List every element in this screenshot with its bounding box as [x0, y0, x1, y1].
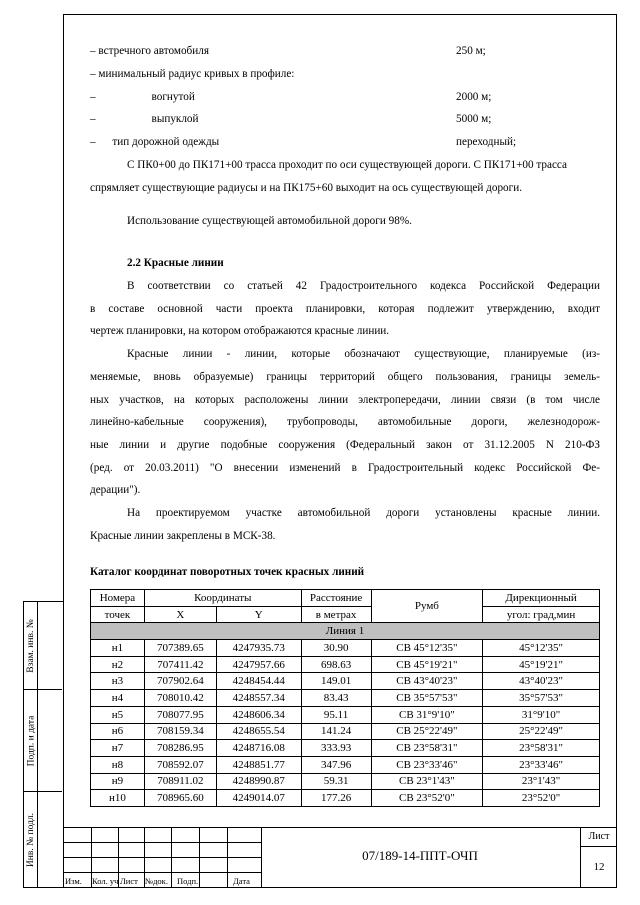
rumb: СВ 23°52'0" [371, 790, 483, 807]
direction-angle: 45°19'21" [483, 656, 600, 673]
param-item [90, 40, 600, 63]
table-row [91, 756, 600, 773]
paragraph-usage: Использование существующей автомобильной дороги 98%. [127, 215, 412, 227]
header-points-1: Номера [91, 590, 145, 607]
param-value: 2000 м; [456, 91, 492, 103]
coord-y: 4248606.34 [216, 706, 301, 723]
param-value: переходный; [456, 136, 517, 148]
header-points-2: точек [91, 606, 145, 623]
distance: 83.43 [301, 690, 371, 707]
rumb: СВ 23°58'31" [371, 740, 483, 757]
distance: 141.24 [301, 723, 371, 740]
paragraph-red-lines-3: На проектируемом участке автомобильной дороги установлены красные линии. [127, 507, 600, 519]
point-id: н5 [91, 706, 145, 723]
distance: 333.93 [301, 740, 371, 757]
table-row [91, 773, 600, 790]
point-id: н2 [91, 656, 145, 673]
paragraph-red-lines-2: ных участков, на которых расположены линии электропередачи, линии связи (в том числе [90, 394, 600, 406]
direction-angle: 43°40'23" [483, 673, 600, 690]
paragraph-route-l1: С ПК0+00 до ПК171+00 трасса проходит по оси существующей дороги. С ПК171+00 трасса [127, 159, 567, 171]
distance: 698.63 [301, 656, 371, 673]
stamp-podp: Подп. [177, 876, 199, 886]
paragraph-red-lines-2: Красные линии - линии, которые обозначают существующие, планируемые (из- [127, 348, 600, 360]
distance: 149.01 [301, 673, 371, 690]
param-label: – встречного автомобиля [90, 45, 209, 57]
header-distance-2: в метрах [301, 606, 371, 623]
table-header-row [91, 590, 600, 607]
rumb: СВ 31°9'10" [371, 706, 483, 723]
param-item [90, 86, 600, 109]
header-x: X [144, 606, 216, 623]
coord-y: 4248851.77 [216, 756, 301, 773]
table-row [91, 740, 600, 757]
coord-x: 707411.42 [144, 656, 216, 673]
point-id: н3 [91, 673, 145, 690]
table-row [91, 790, 600, 807]
table-row [91, 723, 600, 740]
header-angle-2: угол: град,мин [483, 606, 600, 623]
point-id: н7 [91, 740, 145, 757]
paragraph-red-lines-1: чертеж планировки, на котором отображаются красные линии. [90, 325, 390, 337]
paragraph-red-lines-2: дерации"). [90, 484, 141, 496]
paragraph-red-lines-1: в составе основной части проекта планировки, которая подлежит утверждению, входит [90, 303, 600, 315]
sheet-number: 12 [593, 861, 605, 873]
param-item [90, 63, 600, 86]
coord-x: 708010.42 [144, 690, 216, 707]
direction-angle: 23°58'31" [483, 740, 600, 757]
table-row [91, 673, 600, 690]
side-label-vzam: Взам. инв. № [26, 619, 37, 673]
rumb: СВ 45°12'35" [371, 640, 483, 657]
distance: 30.90 [301, 640, 371, 657]
coord-x: 708592.07 [144, 756, 216, 773]
paragraph-red-lines-2: линейно-кабельные сооружения), трубопроводы, автомобильные дороги, железнодорож- [90, 416, 600, 428]
point-id: н8 [91, 756, 145, 773]
paragraph-red-lines-3: Красные линии закреплены в МСК-38. [90, 530, 276, 542]
rumb: СВ 23°33'46" [371, 756, 483, 773]
coord-x: 708286.95 [144, 740, 216, 757]
direction-angle: 31°9'10" [483, 706, 600, 723]
rumb: СВ 25°22'49" [371, 723, 483, 740]
param-label: – тип дорожной одежды [90, 136, 220, 148]
rumb: СВ 35°57'53" [371, 690, 483, 707]
stamp-data: Дата [233, 876, 250, 886]
table-header-row [91, 606, 600, 623]
table-section-row [91, 623, 600, 640]
direction-angle: 35°57'53" [483, 690, 600, 707]
coord-x: 707389.65 [144, 640, 216, 657]
point-id: н4 [91, 690, 145, 707]
table-row [91, 690, 600, 707]
table-row [91, 706, 600, 723]
coord-y: 4247935.73 [216, 640, 301, 657]
document-code: 07/189-14-ППТ-ОЧП [362, 848, 478, 863]
point-id: н6 [91, 723, 145, 740]
section-label: Линия 1 [91, 623, 600, 640]
coord-y: 4248716.08 [216, 740, 301, 757]
table-title: Каталог координат поворотных точек красных линий [90, 566, 365, 578]
coord-x: 708911.02 [144, 773, 216, 790]
stamp-ndok: №док. [145, 876, 168, 886]
param-value: 250 м; [456, 45, 486, 57]
direction-angle: 23°52'0" [483, 790, 600, 807]
header-distance-1: Расстояние [301, 590, 371, 607]
param-item [90, 131, 600, 154]
coord-y: 4249014.07 [216, 790, 301, 807]
coord-x: 708965.60 [144, 790, 216, 807]
sheet-label: Лист [588, 831, 610, 842]
distance: 177.26 [301, 790, 371, 807]
coord-y: 4247957.66 [216, 656, 301, 673]
side-label-inv: Инв. № подл. [26, 812, 37, 867]
coord-x: 707902.64 [144, 673, 216, 690]
paragraph-red-lines-1: В соответствии со статьей 42 Градостроительного кодекса Российской Федерации [127, 280, 600, 292]
coord-x: 708077.95 [144, 706, 216, 723]
section-title: 2.2 Красные линии [127, 257, 224, 269]
param-item [90, 108, 600, 131]
point-id: н1 [91, 640, 145, 657]
stamp-izm: Изм. [65, 876, 82, 886]
direction-angle: 45°12'35" [483, 640, 600, 657]
header-angle-1: Дирекционный [483, 590, 600, 607]
stamp-list: Лист [120, 876, 138, 886]
param-label: – выпуклой [90, 113, 199, 125]
direction-angle: 23°1'43" [483, 773, 600, 790]
rumb: СВ 43°40'23" [371, 673, 483, 690]
paragraph-route-l2: спрямляет существующие радиусы и на ПК175+60 выходит на ось существующей дороги. [90, 182, 523, 194]
param-label: – минимальный радиус кривых в профиле: [90, 68, 295, 80]
coord-y: 4248990.87 [216, 773, 301, 790]
distance: 95.11 [301, 706, 371, 723]
coord-x: 708159.34 [144, 723, 216, 740]
paragraph-red-lines-2: меняемые, вновь образуемые) границы территорий общего пользования, границы земель- [90, 371, 600, 383]
table-row [91, 656, 600, 673]
side-strip [23, 601, 63, 888]
coord-y: 4248557.34 [216, 690, 301, 707]
stamp-kol: Кол. уч [92, 876, 119, 886]
distance: 59.31 [301, 773, 371, 790]
table-row [91, 640, 600, 657]
header-rumb: Румб [371, 590, 483, 623]
title-block [63, 827, 617, 888]
param-value: 5000 м; [456, 113, 492, 125]
coordinates-table [90, 589, 600, 807]
coord-y: 4248454.44 [216, 673, 301, 690]
paragraph-red-lines-2: ные линии и другие подобные сооружения (Федеральный закон от 31.12.2005 N 210-ФЗ [90, 439, 600, 451]
side-label-podp: Подп. и дата [26, 715, 37, 767]
header-y: Y [216, 606, 301, 623]
rumb: СВ 45°19'21" [371, 656, 483, 673]
header-coords: Координаты [144, 590, 301, 607]
direction-angle: 25°22'49" [483, 723, 600, 740]
point-id: н9 [91, 773, 145, 790]
param-label: – вогнутой [90, 91, 195, 103]
coord-y: 4248655.54 [216, 723, 301, 740]
distance: 347.96 [301, 756, 371, 773]
rumb: СВ 23°1'43" [371, 773, 483, 790]
paragraph-red-lines-2: (ред. от 20.03.2011) "О внесении изменений в Градостроительный кодекс Российской Фе- [90, 462, 600, 474]
direction-angle: 23°33'46" [483, 756, 600, 773]
point-id: н10 [91, 790, 145, 807]
